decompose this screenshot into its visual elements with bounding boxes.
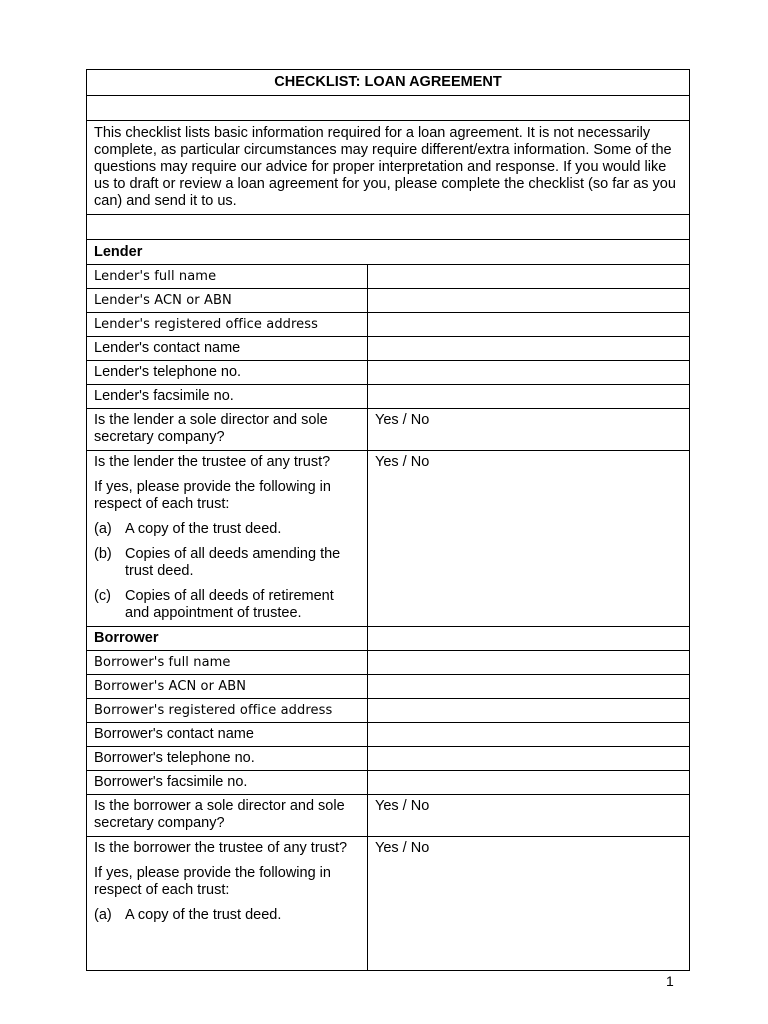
item-text: Copies of all deeds of retirement and appointment of trustee. (125, 588, 334, 621)
borrower-section-row (87, 627, 690, 651)
lender-if-yes-text: If yes, please provide the following in respect of each trust: (94, 479, 331, 512)
lender-contact-field[interactable] (368, 337, 690, 361)
lender-acn-label: Lender's ACN or ABN (87, 289, 368, 313)
lender-full-name-field[interactable] (368, 265, 690, 289)
blank-row (87, 96, 690, 121)
lender-facsimile-row (87, 385, 690, 409)
borrower-sole-director-question: Is the borrower a sole director and sole secretary company? (87, 795, 368, 837)
borrower-telephone-label: Borrower's telephone no. (87, 747, 368, 771)
lender-address-label: Lender's registered office address (87, 313, 368, 337)
lender-telephone-row (87, 361, 690, 385)
borrower-full-name-row (87, 651, 690, 675)
borrower-contact-row (87, 723, 690, 747)
borrower-if-yes-text: If yes, please provide the following in respect of each trust: (94, 865, 331, 898)
lender-sole-director-answer[interactable]: Yes / No (368, 409, 690, 451)
intro-text: This checklist lists basic information required for a loan agreement. It is not necessarily complete, as particular circumstances may require different/extra information. Some of the questions may require our advice for proper interpretation and response. If you would like us to draft or review a loan agreement for you, please complete the checklist (so far as you can) and send it to us. (87, 121, 690, 215)
item-label: (c) (94, 588, 111, 604)
borrower-facsimile-field[interactable] (368, 771, 690, 795)
lender-trustee-question: Is the lender the trustee of any trust? (94, 454, 331, 470)
blank-row (87, 215, 690, 240)
borrower-trustee-cell (87, 837, 368, 971)
title-row (87, 70, 690, 96)
lender-contact-label: Lender's contact name (87, 337, 368, 361)
lender-acn-row (87, 289, 690, 313)
borrower-address-row (87, 699, 690, 723)
blank-cell (87, 215, 690, 240)
borrower-address-field[interactable] (368, 699, 690, 723)
lender-trust-item (94, 521, 360, 538)
borrower-acn-label: Borrower's ACN or ABN (87, 675, 368, 699)
item-label: (b) (94, 546, 112, 562)
checklist-table (86, 69, 690, 971)
lender-trustee-row (87, 451, 690, 627)
borrower-contact-field[interactable] (368, 723, 690, 747)
borrower-full-name-label: Borrower's full name (87, 651, 368, 675)
intro-row (87, 121, 690, 215)
borrower-acn-row (87, 675, 690, 699)
borrower-facsimile-row (87, 771, 690, 795)
item-text: A copy of the trust deed. (125, 907, 282, 923)
item-label: (a) (94, 907, 112, 923)
lender-acn-field[interactable] (368, 289, 690, 313)
checklist-sheet (86, 69, 689, 971)
lender-telephone-label: Lender's telephone no. (87, 361, 368, 385)
lender-address-field[interactable] (368, 313, 690, 337)
lender-facsimile-label: Lender's facsimile no. (87, 385, 368, 409)
borrower-acn-field[interactable] (368, 675, 690, 699)
borrower-heading: Borrower (87, 627, 368, 651)
borrower-trust-item (94, 907, 360, 924)
blank-cell (87, 96, 690, 121)
lender-full-name-row (87, 265, 690, 289)
borrower-sole-director-row (87, 795, 690, 837)
lender-trust-item (94, 588, 360, 622)
borrower-address-label: Borrower's registered office address (87, 699, 368, 723)
lender-sole-director-row (87, 409, 690, 451)
borrower-trustee-answer[interactable]: Yes / No (368, 837, 690, 971)
lender-sole-director-question: Is the lender a sole director and sole secretary company? (87, 409, 368, 451)
lender-section-row (87, 240, 690, 265)
lender-trust-item (94, 546, 360, 580)
borrower-contact-label: Borrower's contact name (87, 723, 368, 747)
lender-trustee-cell (87, 451, 368, 627)
borrower-sole-director-answer[interactable]: Yes / No (368, 795, 690, 837)
borrower-trustee-row (87, 837, 690, 971)
page-number: 1 (666, 973, 674, 989)
item-text: Copies of all deeds amending the trust deed. (125, 546, 341, 579)
lender-heading: Lender (87, 240, 690, 265)
item-text: A copy of the trust deed. (125, 521, 282, 537)
lender-facsimile-field[interactable] (368, 385, 690, 409)
lender-trustee-answer[interactable]: Yes / No (368, 451, 690, 627)
lender-contact-row (87, 337, 690, 361)
borrower-facsimile-label: Borrower's facsimile no. (87, 771, 368, 795)
document-title: CHECKLIST: LOAN AGREEMENT (87, 70, 690, 96)
borrower-trustee-question: Is the borrower the trustee of any trust? (94, 840, 348, 856)
borrower-telephone-row (87, 747, 690, 771)
item-label: (a) (94, 521, 112, 537)
lender-address-row (87, 313, 690, 337)
borrower-heading-blank (368, 627, 690, 651)
lender-full-name-label: Lender's full name (87, 265, 368, 289)
lender-telephone-field[interactable] (368, 361, 690, 385)
borrower-full-name-field[interactable] (368, 651, 690, 675)
borrower-telephone-field[interactable] (368, 747, 690, 771)
